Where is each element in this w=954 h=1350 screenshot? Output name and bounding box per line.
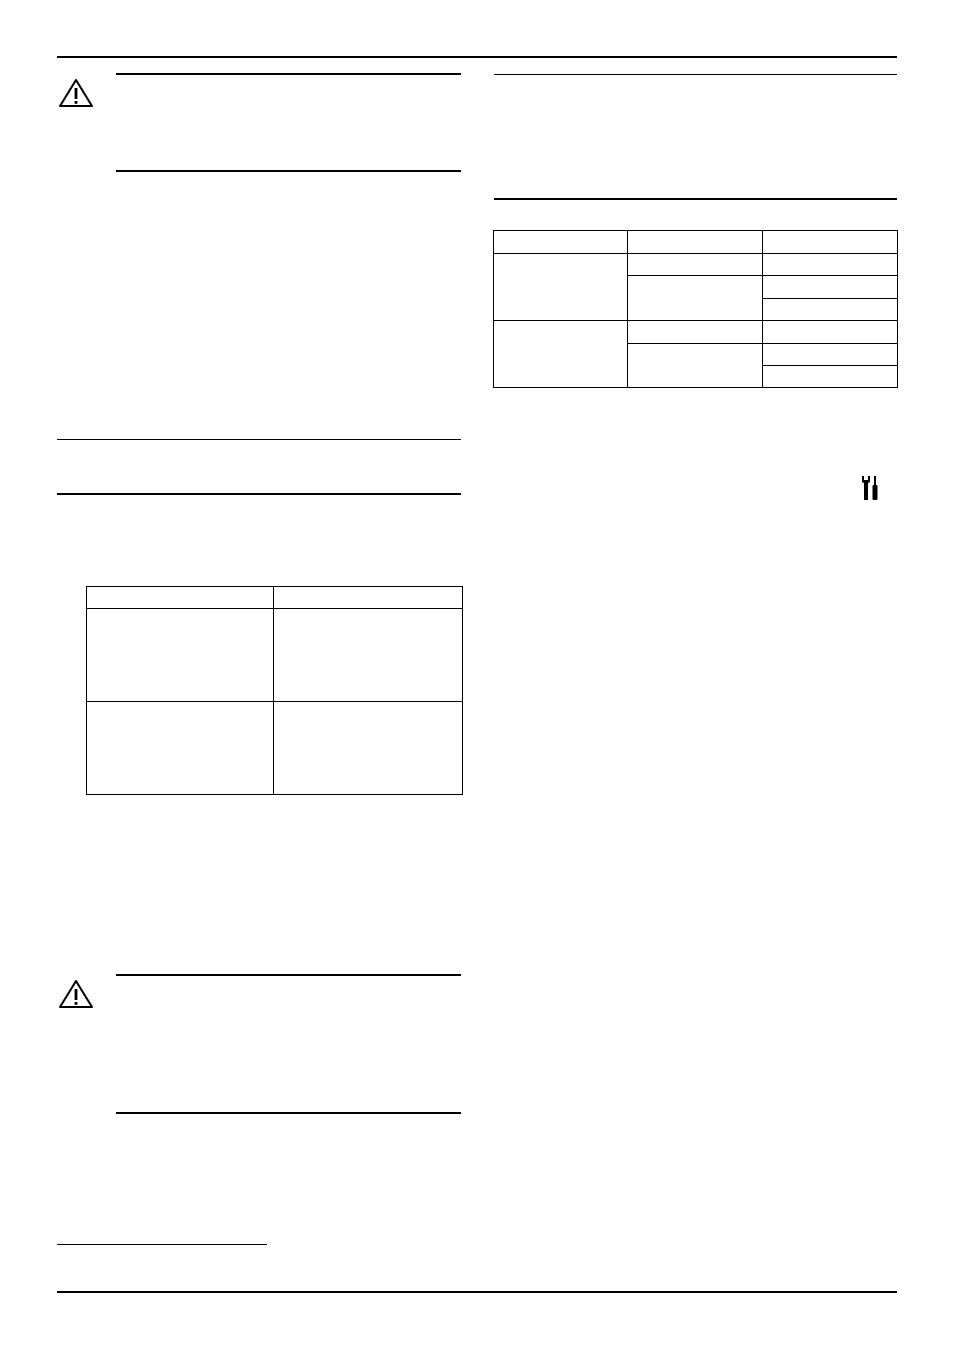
section-rule-thick <box>57 493 461 495</box>
table-cell <box>763 321 898 344</box>
table-cell <box>628 321 763 344</box>
table-row <box>87 587 463 609</box>
table-cell <box>763 276 898 299</box>
table-header-cell <box>87 587 274 609</box>
table-header-cell <box>628 231 763 254</box>
table-row <box>87 609 463 702</box>
footnote-rule <box>57 1244 267 1245</box>
page-footer-rule <box>57 1291 897 1293</box>
table-cell <box>274 609 463 702</box>
table-cell <box>494 321 628 388</box>
wrench-screwdriver-icon <box>860 474 880 502</box>
table-header-cell <box>763 231 898 254</box>
table-cell <box>763 254 898 276</box>
table-cell <box>274 702 463 795</box>
right-spec-table <box>493 230 898 388</box>
table-cell <box>494 254 628 321</box>
right-section-rule-thick <box>494 198 897 200</box>
warning-block-bottom-rule <box>116 170 461 172</box>
table-header-cell <box>494 231 628 254</box>
table-row <box>494 321 898 344</box>
table-cell <box>763 366 898 388</box>
section-rule-thin <box>57 439 461 440</box>
table-row <box>494 254 898 276</box>
warning-block-bottom-rule <box>116 1112 461 1114</box>
table-cell <box>628 254 763 276</box>
table-cell <box>763 299 898 321</box>
left-spec-table <box>86 586 463 795</box>
warning-triangle-icon <box>58 78 94 108</box>
table-cell <box>87 609 274 702</box>
table-cell <box>763 344 898 366</box>
warning-triangle-icon <box>58 979 94 1009</box>
warning-block-top-rule <box>116 974 461 976</box>
table-header-cell <box>274 587 463 609</box>
table-row <box>87 702 463 795</box>
table-cell <box>87 702 274 795</box>
page-header-rule <box>57 56 897 58</box>
table-cell <box>628 276 763 321</box>
table-cell <box>628 344 763 388</box>
warning-block-top-rule <box>116 73 461 75</box>
table-row <box>494 231 898 254</box>
right-section-rule-thin <box>494 74 897 75</box>
